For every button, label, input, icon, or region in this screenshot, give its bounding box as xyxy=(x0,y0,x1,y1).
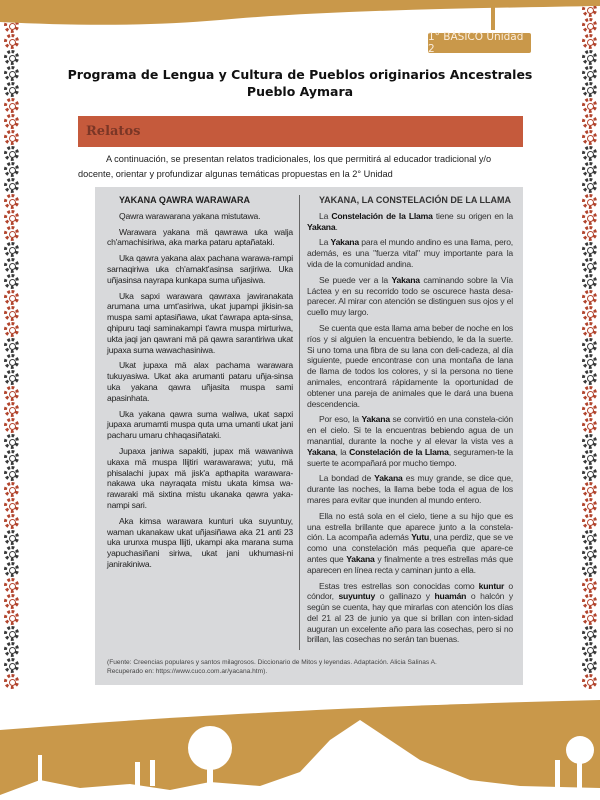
bold-term: kuntur xyxy=(478,580,505,591)
ring-ornament-icon xyxy=(4,418,19,433)
ring-ornament-icon xyxy=(582,418,597,433)
ring-ornament-icon xyxy=(4,658,19,673)
ring-ornament-icon xyxy=(4,514,19,529)
ring-ornament-icon xyxy=(4,242,19,257)
ring-ornament-icon xyxy=(4,338,19,353)
ring-ornament-icon xyxy=(4,210,19,225)
story-paragraph xyxy=(107,227,293,249)
source-line-2: Recuperado en: https://www.cuco.com.ar/yacana.htm). xyxy=(107,668,268,676)
ring-ornament-icon xyxy=(4,274,19,289)
story-paragraph xyxy=(307,237,513,269)
section-header xyxy=(78,116,523,147)
section-title: Relatos xyxy=(86,124,141,139)
story-paragraph xyxy=(107,446,293,511)
story-paragraph xyxy=(307,414,513,468)
ring-ornament-icon xyxy=(582,242,597,257)
ring-ornament-icon xyxy=(4,322,19,337)
aymara-story-heading: YAKANA QAWRA WARAWARA xyxy=(119,195,251,205)
text-segment: y finalmente a tres estrellas más que aparecen en línea recta y caminan junto a ella. xyxy=(307,553,513,575)
ring-ornament-icon xyxy=(582,34,597,49)
ring-ornament-icon xyxy=(582,530,597,545)
text-segment: se convirtió en una constela-ción en el cielo. Si te la encuentras bebiendo agua de un manantial, durante la noche y al elevar la vista ves a xyxy=(307,414,513,446)
text-segment: tiene su origen en la xyxy=(432,210,513,221)
ring-ornament-icon xyxy=(4,130,19,145)
ring-ornament-icon xyxy=(582,274,597,289)
bold-term: huamán xyxy=(434,591,467,602)
ring-ornament-icon xyxy=(4,498,19,513)
ring-ornament-icon xyxy=(582,354,597,369)
ring-ornament-icon xyxy=(582,306,597,321)
decorative-border-left xyxy=(0,0,22,720)
ring-ornament-icon xyxy=(4,450,19,465)
ring-ornament-icon xyxy=(4,530,19,545)
bold-term: Yakana xyxy=(361,414,390,425)
ring-ornament-icon xyxy=(4,626,19,641)
ring-ornament-icon xyxy=(582,594,597,609)
ring-ornament-icon xyxy=(582,210,597,225)
ring-ornament-icon xyxy=(4,290,19,305)
bold-term: Yakana xyxy=(307,221,336,232)
bold-term: Constelación de la Llama xyxy=(331,210,433,221)
story-paragraph xyxy=(107,360,293,403)
ring-ornament-icon xyxy=(4,194,19,209)
ring-ornament-icon xyxy=(4,258,19,273)
ring-ornament-icon xyxy=(582,642,597,657)
bold-term: Yakana xyxy=(391,274,420,285)
ring-ornament-icon xyxy=(582,322,597,337)
ring-ornament-icon xyxy=(582,546,597,561)
ring-ornament-icon xyxy=(4,98,19,113)
text-segment: Warawara yakana mä qawrawa uka walja ch'amachisiriwa, aka marka pataru aptañataki. xyxy=(107,226,293,248)
text-segment: es muy grande, se dice que, durante las noches, la llama bebe toda el agua de los mares para evitar que inunden al mundo entero. xyxy=(307,473,513,505)
ring-ornament-icon xyxy=(582,338,597,353)
story-paragraph xyxy=(307,473,513,505)
intro-text: A continuación, se presentan relatos tradicionales, los que permitirá al educador tradicional y/o docente, orientar y profundizar algunas temáticas propuestas en la 2° Unidad xyxy=(78,154,492,179)
page-title xyxy=(0,66,600,100)
ring-ornament-icon xyxy=(582,162,597,177)
ring-ornament-icon xyxy=(4,482,19,497)
ring-ornament-icon xyxy=(582,114,597,129)
ring-ornament-icon xyxy=(4,386,19,401)
ring-ornament-icon xyxy=(582,386,597,401)
ring-ornament-icon xyxy=(582,514,597,529)
text-segment: , una perdiz, que se ve como una constelación más pequeña que apare-ce antes que xyxy=(307,532,513,564)
ring-ornament-icon xyxy=(4,50,19,65)
ring-ornament-icon xyxy=(4,306,19,321)
ring-ornament-icon xyxy=(4,610,19,625)
bold-term: Yakana xyxy=(346,553,375,564)
story-paragraph xyxy=(107,516,293,570)
text-segment: . xyxy=(335,221,338,232)
ring-ornament-icon xyxy=(582,434,597,449)
story-paragraph xyxy=(307,581,513,646)
aymara-story-column xyxy=(107,195,299,650)
ring-ornament-icon xyxy=(4,146,19,161)
ring-ornament-icon xyxy=(4,466,19,481)
landscape-silhouette-footer xyxy=(0,700,600,800)
ring-ornament-icon xyxy=(582,578,597,593)
ring-ornament-icon xyxy=(582,130,597,145)
bold-term: Yakana xyxy=(330,237,359,248)
ring-ornament-icon xyxy=(4,354,19,369)
text-segment: Ella no está sola en el cielo, tiene a su hijo que es una estrella brillante que aparece junto a la constela-ción. La acompaña además xyxy=(307,510,513,543)
text-segment: o gallinazo y xyxy=(375,591,435,602)
ring-ornament-icon xyxy=(4,34,19,49)
text-segment: , la xyxy=(335,446,350,457)
ring-ornament-icon xyxy=(4,642,19,657)
text-segment: La xyxy=(319,210,332,221)
ring-ornament-icon xyxy=(582,226,597,241)
title-line-1: Programa de Lengua y Cultura de Pueblos originarios Ancestrales xyxy=(67,67,533,82)
text-segment: Por eso, la xyxy=(319,414,362,425)
text-segment: Estas tres estrellas son conocidas como xyxy=(319,580,479,591)
spanish-story-column xyxy=(299,195,513,650)
bold-term: Yutu xyxy=(411,532,430,543)
bold-term: Yakana xyxy=(374,473,403,484)
ring-ornament-icon xyxy=(582,178,597,193)
text-segment: Uka qawra yakana alax pachana warawa-rampi sarnaqiriwa uka ch'amakt'asinsa sarjiriwa. Uka uñjasinsa nayrapa kunkapa suma uñjasiwa. xyxy=(107,253,293,285)
ring-ornament-icon xyxy=(582,290,597,305)
text-segment: o halcón y según se cuenta, hay que mirarlas con atención los días del 21 al 23 de junio ya que si brillan con inten-sidad auguran un excelente año para las cosechas, pero si no brillan, las cosechas no serán tan buenas. xyxy=(307,591,513,645)
stories-box xyxy=(95,187,523,685)
ring-ornament-icon xyxy=(582,450,597,465)
ring-ornament-icon xyxy=(582,610,597,625)
text-segment: para el mundo andino es una llama, pero, además, es una "fuerza vital" muy importante para la vida de la comunidad andina. xyxy=(307,237,513,269)
ring-ornament-icon xyxy=(582,194,597,209)
text-segment: , seguramen-te la suerte te acompañará por mucho tiempo. xyxy=(307,446,513,468)
text-segment: La bondad de xyxy=(319,473,375,484)
text-segment: Ukat jupaxa mä alax pachama warawara tukuyasiwa. Ukat aka arumanti pataru uñja-sinsa uka yakana qawra uñjasita muspa sami apasinhata. xyxy=(107,360,293,403)
story-paragraph xyxy=(307,323,513,409)
text-segment: Uka sapxi warawara qawraxa jawiranakata arumana uma umt'asiriwa, ukat jupampi jikisin-sa muspa sami aptasiñawa, ukat t'awrapa apta-sinsa, qhipuru taqi saminakampi t'awra muspa mirturiwa, ukta jaqi jan qawrani mä pä qawra sarantiriwa ukat jupaxa suma wawachasiniwa. xyxy=(107,290,293,355)
ring-ornament-icon xyxy=(4,178,19,193)
story-paragraph xyxy=(307,511,513,576)
ring-ornament-icon xyxy=(582,258,597,273)
text-segment: Qawra warawarana yakana mistutawa. xyxy=(119,210,261,221)
story-paragraph xyxy=(107,409,293,441)
ring-ornament-icon xyxy=(582,482,597,497)
text-segment: Uka yakana qawra suma waliwa, ukat sapxi jupaxa arumamti muspa quta uma umanti ukat jani pacharu umaru chhaqasiñataki. xyxy=(107,408,293,441)
text-segment: o cóndor, xyxy=(307,580,513,602)
ring-ornament-icon xyxy=(582,402,597,417)
source-citation xyxy=(107,658,513,676)
text-segment: Jupaxa janiwa sapakiti, jupax mä wawaniwa ukaxa mä muspa llijtiri warawarawa; yutu, mä phisalachi jupax mä jisk'a apthapita warawara-nakawa uka nayraqata mistu ukata kimsa wa-rawaraki mä sixtina mistu ukanaka qawra yaka-nampi sari. xyxy=(107,445,293,510)
ring-ornament-icon xyxy=(4,402,19,417)
story-paragraph xyxy=(307,275,513,318)
top-wave-decoration xyxy=(0,0,600,30)
ring-ornament-icon xyxy=(582,466,597,481)
bold-term: suyuntuy xyxy=(338,591,376,602)
ring-ornament-icon xyxy=(4,578,19,593)
ring-ornament-icon xyxy=(582,658,597,673)
ring-ornament-icon xyxy=(4,370,19,385)
unit-badge: 1° BÁSICO Unidad 2 xyxy=(428,33,531,53)
decorative-border-right xyxy=(578,0,600,720)
ring-ornament-icon xyxy=(582,498,597,513)
text-segment: Se puede ver a la xyxy=(319,274,392,285)
bold-term: Constelación de la Llama xyxy=(349,446,449,457)
ring-ornament-icon xyxy=(4,674,19,689)
ring-ornament-icon xyxy=(582,674,597,689)
ring-ornament-icon xyxy=(582,50,597,65)
source-line-1: (Fuente: Creencias populares y santos milagrosos. Diccionario de Mitos y leyendas. Adaptación. Alicia Salinas A. xyxy=(107,659,437,667)
story-paragraph xyxy=(107,291,293,356)
ring-ornament-icon xyxy=(4,114,19,129)
ring-ornament-icon xyxy=(582,146,597,161)
story-paragraph xyxy=(107,253,293,285)
text-segment: Se cuenta que esta llama ama beber de noche en los ríos y si alguien la encuentra bebiendo, le da la suerte. Si uno toma una fibra de su lana con deli-cadeza, al día siguiente, puede encontrase con una montaña de lana de llama de todos los colores, y si la persona no tiene animales, encontrará rápidamente la oportunidad de obtener una pareja de animales que le dará una buena descendencia. xyxy=(307,322,513,409)
story-paragraph xyxy=(307,211,513,233)
ring-ornament-icon xyxy=(582,370,597,385)
text-segment: La xyxy=(319,237,331,248)
ring-ornament-icon xyxy=(4,226,19,241)
ring-ornament-icon xyxy=(4,562,19,577)
title-line-2: Pueblo Aymara xyxy=(246,84,354,99)
spanish-story-heading: YAKANA, LA CONSTELACIÓN DE LA LLAMA xyxy=(319,195,511,205)
ring-ornament-icon xyxy=(4,434,19,449)
text-segment: caminando sobre la Vía Láctea y en su recorrido todo se oscurece hasta desa-parecer. Al mirar con atención se distinguen sus ojos y el cuello muy largo. xyxy=(307,274,514,318)
story-paragraph xyxy=(107,211,293,222)
ring-ornament-icon xyxy=(582,98,597,113)
ring-ornament-icon xyxy=(582,562,597,577)
text-segment: Aka kimsa warawara kunturi uka suyuntuy, waman ukanakaw ukat uñjasiñawa aka 21 anti 23 uka urunxa muspa llijti, ukampi aka marana suma yapuchasiñani siriwa, ukat jani ukhumasi-ni janirakiniwa. xyxy=(107,515,293,569)
bold-term: Yakana xyxy=(307,446,336,457)
ring-ornament-icon xyxy=(4,162,19,177)
ring-ornament-icon xyxy=(4,594,19,609)
ring-ornament-icon xyxy=(582,626,597,641)
ring-ornament-icon xyxy=(4,546,19,561)
